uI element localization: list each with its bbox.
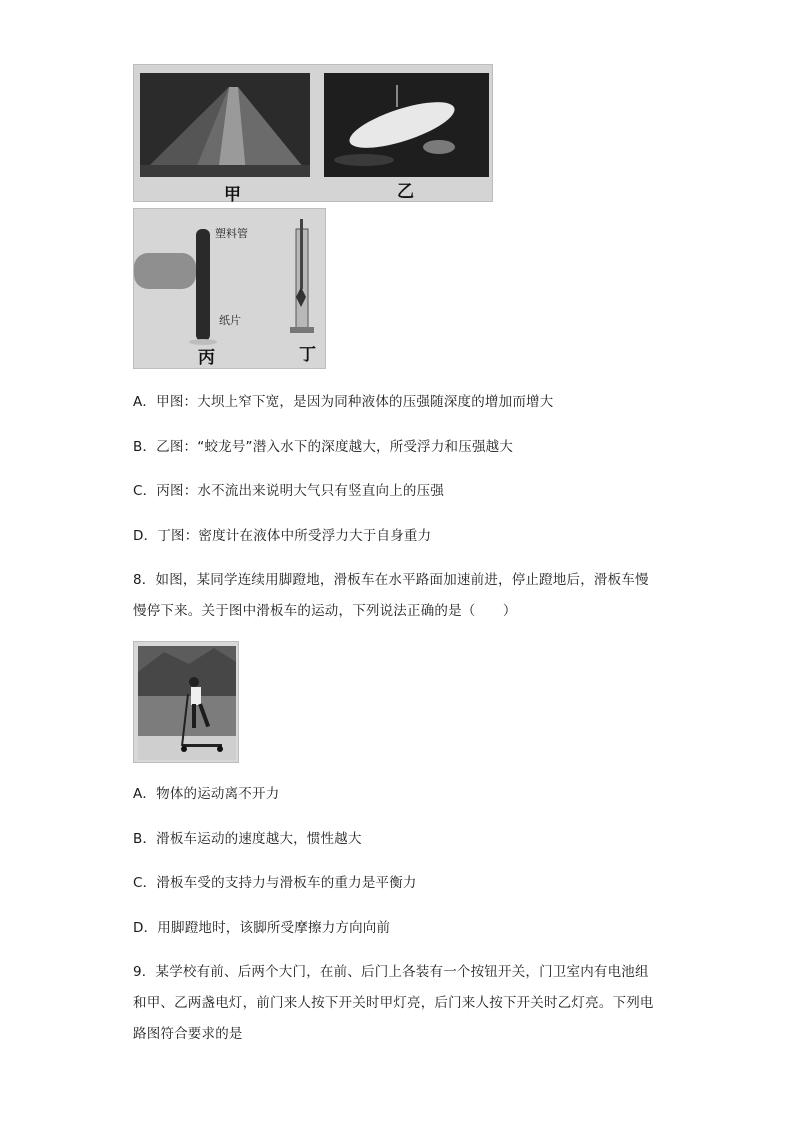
figure-label-jia: 甲 — [224, 185, 241, 205]
plastic-tube-label: 塑料管 — [215, 227, 248, 240]
figure-label-yi: 乙 — [397, 182, 414, 202]
q7-option-c: C．丙图：水不流出来说明大气只有竖直向上的压强 — [133, 483, 445, 499]
q8-option-c: C．滑板车受的支持力与滑板车的重力是平衡力 — [133, 875, 417, 891]
q7-option-d: D．丁图：密度计在液体中所受浮力大于自身重力 — [133, 528, 432, 544]
dam-photo — [140, 73, 310, 177]
q9-stem-line2: 和甲、乙两盏电灯，前门来人按下开关时甲灯亮，后门来人按下开关时乙灯亮。下列电 — [133, 995, 654, 1011]
submarine-photo — [324, 73, 489, 177]
q8-option-d: D．用脚蹬地时，该脚所受摩擦力方向向前 — [133, 920, 391, 936]
figure-label-ding: 丁 — [299, 345, 316, 365]
figure-label-bing: 丙 — [198, 348, 215, 368]
q7-option-b: B．乙图：“蛟龙号”潜入水下的深度越大，所受浮力和压强越大 — [133, 439, 514, 455]
q9-stem-line3: 路图符合要求的是 — [133, 1026, 243, 1042]
scooter-photo — [133, 641, 239, 763]
figure-jia-yi — [133, 64, 493, 202]
q7-option-a: A．甲图：大坝上窄下宽，是因为同种液体的压强随深度的增加而增大 — [133, 394, 554, 410]
q8-option-b: B．滑板车运动的速度越大，惯性越大 — [133, 831, 362, 847]
q8-stem-line2: 慢停下来。关于图中滑板车的运动，下列说法正确的是（ ） — [133, 603, 517, 619]
paper-label: 纸片 — [219, 314, 241, 327]
q8-option-a: A．物体的运动离不开力 — [133, 786, 280, 802]
q8-stem-line1: 8．如图，某同学连续用脚蹬地，滑板车在水平路面加速前进，停止蹬地后，滑板车慢 — [133, 572, 649, 588]
q9-stem-line1: 9．某学校有前、后两个大门，在前、后门上各装有一个按钮开关，门卫室内有电池组 — [133, 964, 649, 980]
